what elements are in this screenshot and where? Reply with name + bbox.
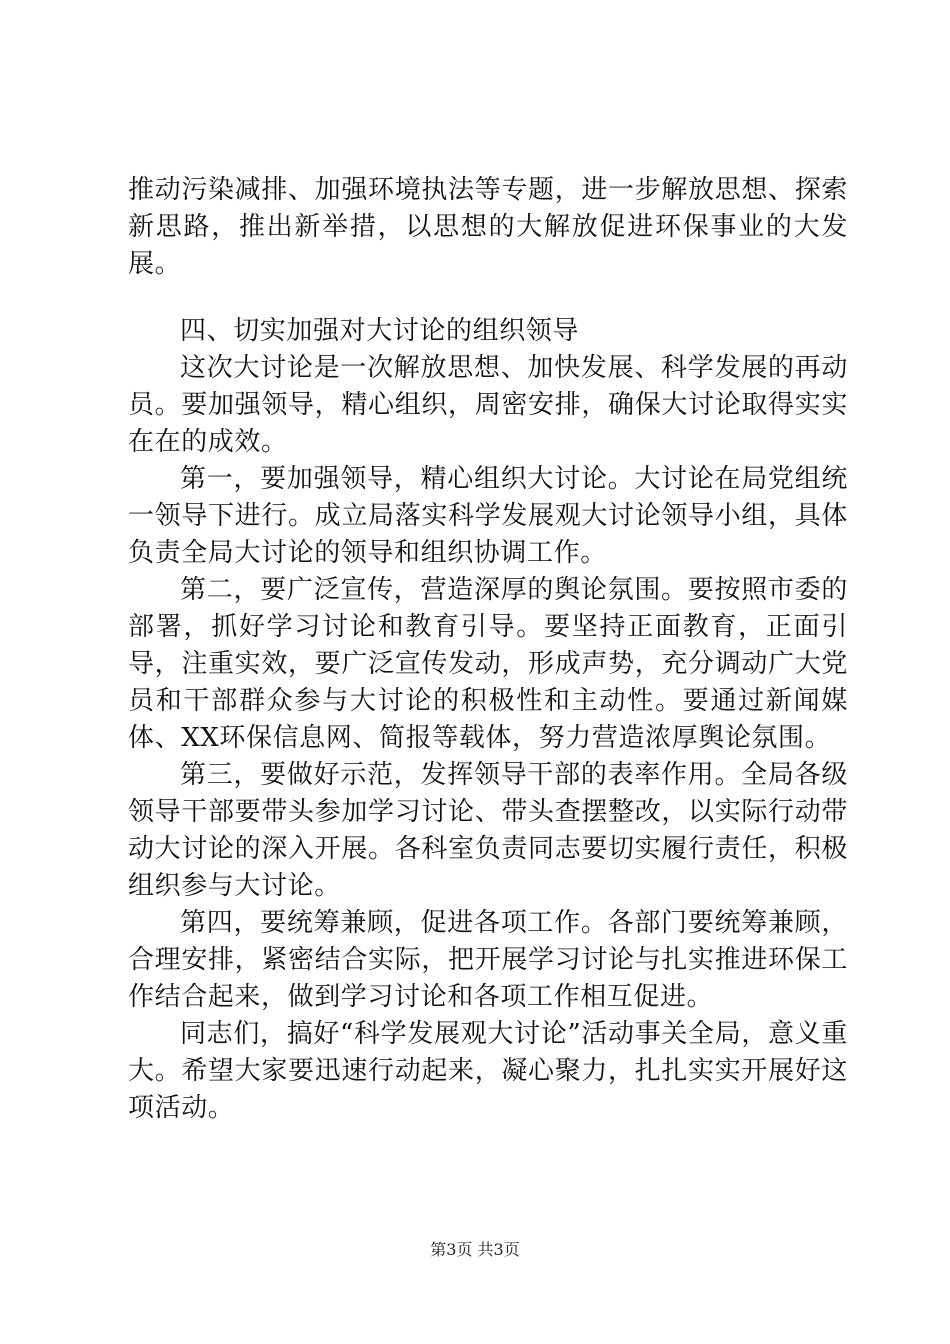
paragraph-second: 第二，要广泛宣传，营造深厚的舆论氛围。要按照市委的部署，抓好学习讨论和教育引导。要坚持正面教育，正面引导，注重实效，要广泛宣传发动，形成声势，充分调动广大党员和干部群众参与大讨论的积极性和主动性。要通过新闻媒体、XX环保信息网、简报等载体，努力营造浓厚舆论氛围。 [128, 575, 848, 753]
paragraph-third: 第三，要做好示范，发挥领导干部的表率作用。全局各级领导干部要带头参加学习讨论、带头查摆整改，以实际行动带动大讨论的深入开展。各科室负责同志要切实履行责任，积极组织参与大讨论。 [128, 760, 848, 901]
paragraph-intro: 这次大讨论是一次解放思想、加快发展、科学发展的再动员。要加强领导，精心组织，周密安排，确保大讨论取得实实在在的成效。 [128, 353, 848, 457]
page-number-footer: 第3页 共3页 [430, 1240, 520, 1259]
paragraph-closing: 同志们，搞好“科学发展观大讨论”活动事关全局，意义重大。希望大家要迅速行动起来，凝心聚力，扎扎实实开展好这项活动。 [128, 1019, 848, 1123]
section-heading: 四、切实加强对大讨论的组织领导 [180, 316, 580, 346]
document-body [128, 172, 848, 1127]
paragraph-first: 第一，要加强领导，精心组织大讨论。大讨论在局党组统一领导下进行。成立局落实科学发展观大讨论领导小组，具体负责全局大讨论的领导和组织协调工作。 [128, 464, 848, 568]
paragraph-fourth: 第四，要统筹兼顾，促进各项工作。各部门要统筹兼顾，合理安排，紧密结合实际，把开展学习讨论与扎实推进环保工作结合起来，做到学习讨论和各项工作相互促进。 [128, 908, 848, 1012]
paragraph-continuation: 推动污染减排、加强环境执法等专题，进一步解放思想、探索新思路，推出新举措，以思想的大解放促进环保事业的大发展。 [128, 175, 848, 279]
